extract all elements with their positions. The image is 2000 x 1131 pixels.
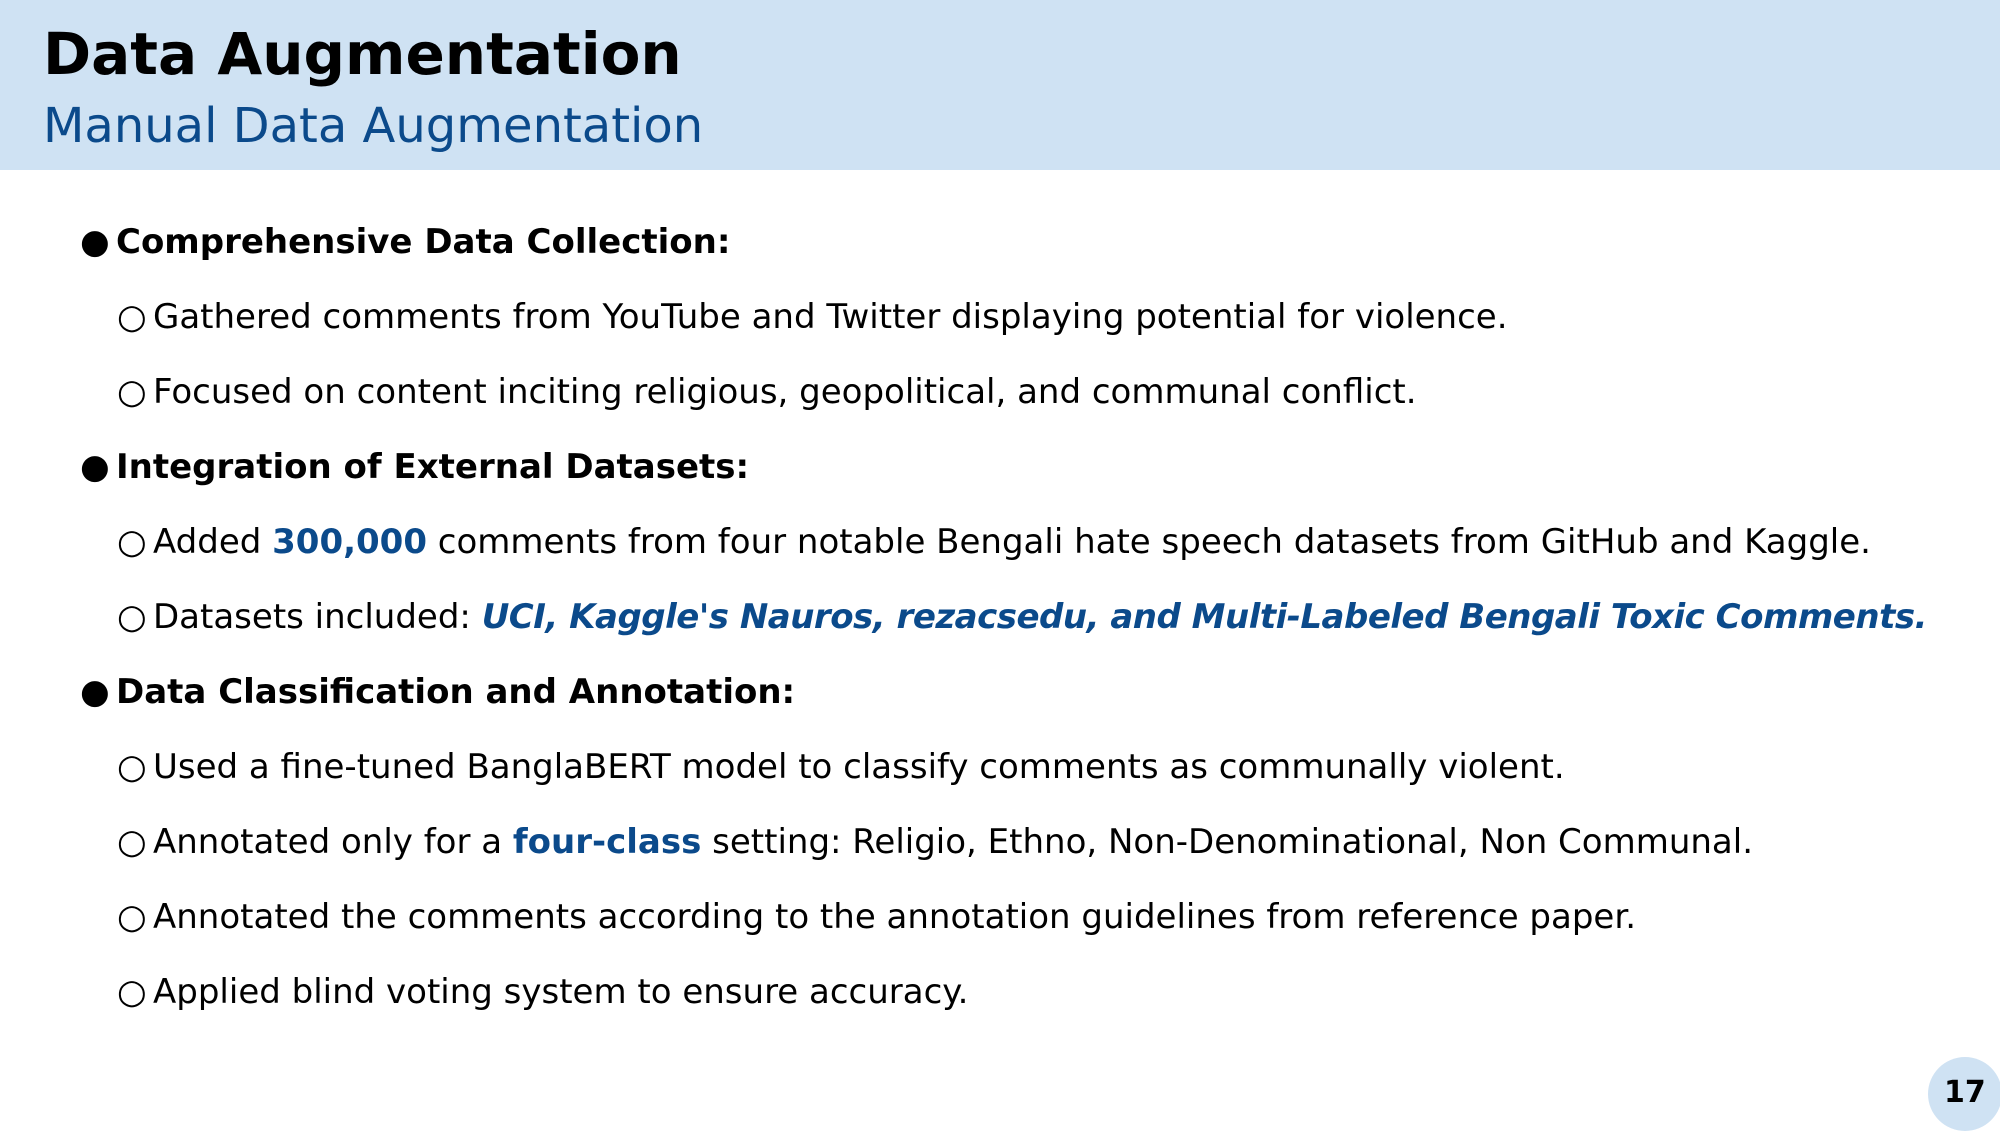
hollow-bullet-icon: ○ [117, 372, 147, 412]
list-item [117, 744, 1565, 790]
section-heading-label: Integration of External Datasets: [116, 447, 750, 487]
list-item-text: Focused on content inciting religious, geopolitical, and communal conflict. [153, 372, 1417, 412]
section-heading-classification [80, 669, 795, 715]
highlight-four-class: four-class [512, 822, 702, 862]
list-item [117, 969, 968, 1015]
list-item-text: Annotated the comments according to the annotation guidelines from reference paper. [153, 897, 1637, 937]
list-item [117, 594, 1927, 640]
list-item-text: comments from four notable Bengali hate speech datasets from GitHub and Kaggle. [427, 522, 1871, 562]
list-item [117, 819, 1753, 865]
filled-bullet-icon: ● [80, 447, 110, 487]
list-item-text: Used a fine-tuned BanglaBERT model to classify comments as communally violent. [153, 747, 1565, 787]
slide-title: Data Augmentation [43, 20, 682, 88]
slide-subtitle: Manual Data Augmentation [43, 98, 704, 154]
filled-bullet-icon: ● [80, 672, 110, 712]
list-item-text: Added [153, 522, 273, 562]
list-item [117, 294, 1508, 340]
hollow-bullet-icon: ○ [117, 522, 147, 562]
list-item [117, 519, 1871, 565]
filled-bullet-icon: ● [80, 222, 110, 262]
hollow-bullet-icon: ○ [117, 972, 147, 1012]
list-item-text: Gathered comments from YouTube and Twitter displaying potential for violence. [153, 297, 1508, 337]
list-item-text: Datasets included: [153, 597, 482, 637]
list-item-text: Applied blind voting system to ensure accuracy. [153, 972, 969, 1012]
section-heading-label: Data Classification and Annotation: [116, 672, 796, 712]
hollow-bullet-icon: ○ [117, 897, 147, 937]
hollow-bullet-icon: ○ [117, 597, 147, 637]
list-item-text: setting: Religio, Ethno, Non-Denominational, Non Communal. [701, 822, 1754, 862]
highlight-count: 300,000 [272, 522, 427, 562]
section-heading-data-collection [80, 219, 730, 265]
highlight-dataset-names: UCI, Kaggle's Nauros, rezacsedu, and Multi-Labeled Bengali Toxic Comments. [481, 597, 1927, 637]
list-item [117, 894, 1636, 940]
list-item-text: Annotated only for a [153, 822, 513, 862]
section-heading-external-datasets [80, 444, 749, 490]
hollow-bullet-icon: ○ [117, 297, 147, 337]
page-number: 17 [1944, 1075, 1986, 1110]
section-heading-label: Comprehensive Data Collection: [116, 222, 731, 262]
list-item [117, 369, 1417, 415]
hollow-bullet-icon: ○ [117, 822, 147, 862]
hollow-bullet-icon: ○ [117, 747, 147, 787]
